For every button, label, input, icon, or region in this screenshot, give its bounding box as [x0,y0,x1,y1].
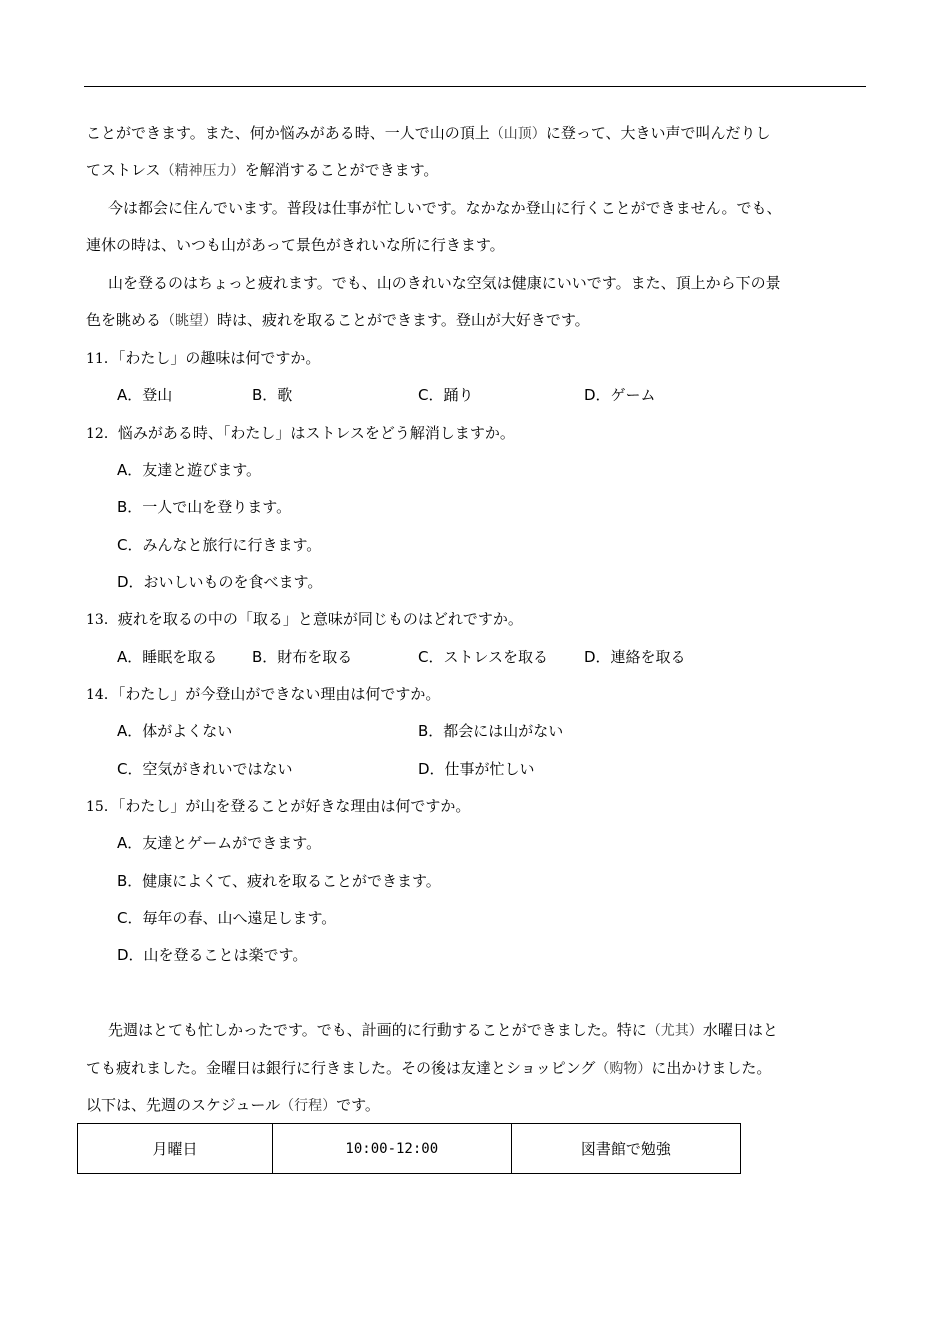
question-number: 15． [86,799,118,815]
passage-text: に出かけました。 [651,1059,772,1077]
schedule-day-cell: 月曜日 [78,1124,273,1174]
passage1-line1 [86,123,771,144]
question-11 [86,348,320,369]
passage-text: を解消することができます。 [244,161,439,179]
q12-option-a[interactable]: A．友達と遊びます。 [117,461,262,479]
schedule-time-cell: 10:00-12:00 [272,1124,511,1174]
passage2-line2 [86,1058,771,1079]
question-text: 悩みがある時、「わたし」はストレスをどう解消しますか。 [117,424,515,442]
passage-text: ても疲れました。金曜日は銀行に行きました。その後は友達とショッピング [86,1059,596,1077]
q13-option-c[interactable]: C．ストレスを取る [418,648,549,666]
q11-option-d[interactable]: D．ゲーム [584,386,656,404]
gloss: （购物） [595,1061,652,1077]
gloss: （尤其） [646,1023,703,1039]
question-number: 14． [86,687,118,703]
passage-text: 色を眺める [86,311,162,329]
gloss: （山顶） [489,126,546,142]
q14-option-d[interactable]: D．仕事が忙しい [418,760,535,778]
q13-option-d[interactable]: D．連絡を取る [584,648,686,666]
passage-text: てストレス [86,161,161,179]
question-13 [86,609,523,630]
q14-option-a[interactable]: A．体がよくない [117,722,233,740]
question-number: 13． [86,612,118,628]
header-rule [84,86,866,87]
passage-text: 時は、疲れを取ることができます。登山が大好きです。 [217,311,590,329]
passage-text: です。 [336,1096,380,1114]
q11-option-b[interactable]: B．歌 [252,386,293,404]
question-text: 疲れを取るの中の「取る」と意味が同じものはどれですか。 [117,610,523,628]
passage-text: 先週はとても忙しかったです。でも、計画的に行動することができました。特に [108,1021,647,1039]
question-15 [86,796,470,817]
q15-option-b[interactable]: B．健康によくて、疲れを取ることができます。 [117,872,441,890]
q12-option-b[interactable]: B．一人で山を登ります。 [117,498,292,516]
question-text: 「わたし」が山を登ることが好きな理由は何ですか。 [117,797,471,815]
question-text: 「わたし」の趣味は何ですか。 [117,349,321,367]
passage1-line2 [86,160,438,181]
gloss: （精神压力） [160,163,245,179]
q13-option-b[interactable]: B．財布を取る [252,648,353,666]
question-text: 「わたし」が今登山ができない理由は何ですか。 [117,685,441,703]
question-number: 12． [86,426,118,442]
gloss: （眺望） [161,313,218,329]
q12-option-d[interactable]: D．おいしいものを食べます。 [117,573,323,591]
q14-option-c[interactable]: C．空気がきれいではない [117,760,293,778]
question-12 [86,423,515,444]
q11-option-c[interactable]: C．踊り [418,386,474,404]
gloss: （行程） [280,1098,337,1114]
question-number: 11． [86,351,118,367]
q13-option-a[interactable]: A．睡眠を取る [117,648,218,666]
schedule-activity-cell: 図書館で勉強 [511,1124,740,1174]
passage1-para3-line2 [86,310,590,331]
passage1-para2-line2: 連休の時は、いつも山があって景色がきれいな所に行きます。 [86,236,505,254]
q14-option-b[interactable]: B．都会には山がない [418,722,564,740]
q12-option-c[interactable]: C．みんなと旅行に行きます。 [117,536,322,554]
passage-text: ことができます。また、何か悩みがある時、一人で山の頂上 [86,124,490,142]
passage-text: 以下は、先週のスケジュール [86,1096,281,1114]
q11-option-a[interactable]: A．登山 [117,386,173,404]
q15-option-c[interactable]: C．毎年の春、山へ遠足します。 [117,909,337,927]
schedule-table [77,1123,741,1174]
passage2-line3 [86,1095,380,1116]
question-14 [86,684,440,705]
passage-text: に登って、大きい声で叫んだりし [545,124,771,142]
passage1-para3-line1: 山を登るのはちょっと疲れます。でも、山のきれいな空気は健康にいいです。また、頂上から下の景 [108,274,781,292]
passage1-para2-line1: 今は都会に住んでいます。普段は仕事が忙しいです。なかなか登山に行くことができません。でも、 [108,199,782,217]
passage-text: 水曜日はと [702,1021,778,1039]
table-row [78,1124,741,1174]
passage2-line1 [108,1020,778,1041]
q15-option-a[interactable]: A．友達とゲームができます。 [117,834,322,852]
q15-option-d[interactable]: D．山を登ることは楽です。 [117,946,308,964]
